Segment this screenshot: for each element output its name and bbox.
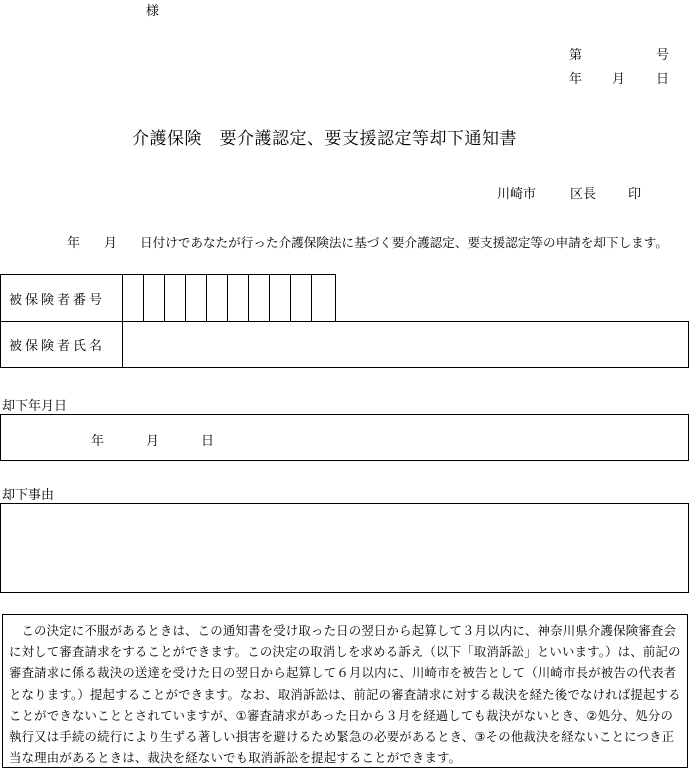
intro-month: 月 <box>104 236 118 251</box>
document-title: 介護保険 要介護認定、要支援認定等却下通知書 <box>132 129 517 149</box>
rejection-date-box[interactable] <box>0 414 689 461</box>
issuer-city: 川崎市 <box>497 187 537 202</box>
insured-number-digit[interactable] <box>270 275 291 321</box>
issuer-seal: 印 <box>628 187 642 202</box>
insured-number-digit[interactable] <box>312 275 336 321</box>
number-prefix: 第 <box>569 48 583 63</box>
insured-number-label: 被保険者番号 <box>1 275 123 321</box>
rejection-date-day: 日 <box>201 434 215 449</box>
insured-number-digit[interactable] <box>249 275 270 321</box>
insured-number-digit[interactable] <box>207 275 228 321</box>
rejection-date-label: 却下年月日 <box>2 399 68 414</box>
insured-number-digit[interactable] <box>123 275 144 321</box>
insured-name-label: 被保険者氏名 <box>1 322 123 367</box>
insured-name-row <box>0 321 689 368</box>
insured-number-digit[interactable] <box>144 275 165 321</box>
date-month: 月 <box>612 72 626 87</box>
insured-number-digit[interactable] <box>165 275 186 321</box>
addressee-suffix: 様 <box>146 4 160 19</box>
intro-year: 年 <box>67 236 81 251</box>
intro-text: 日付けであなたが行った介護保険法に基づく要介護認定、要支援認定等の申請を却下します。 <box>140 235 668 250</box>
issuer-ward-head: 区長 <box>570 187 597 202</box>
rejection-reason-box[interactable] <box>0 503 689 593</box>
rejection-date-year: 年 <box>91 434 105 449</box>
date-year: 年 <box>569 72 583 87</box>
number-suffix: 号 <box>656 48 670 63</box>
appeal-notice: この決定に不服があるときは、この通知書を受け取った日の翌日から起算して３月以内に、神奈川県介護保険審査会に対して審査請求をすることができます。この決定の取消しを求める訴え（以下「取消訴訟」といいます。）は、前記の審査請求に係る裁決の送達を受けた日の翌日から起算して６月以内に、川崎市を被告として（川崎市長が被告の代表者となります。）提起することができます。なお、取消訴訟は、前記の審査請求に対する裁決を経た後でなければ提起することができないこととされていますが、①審査請求があった日から３月を経過しても裁決がないとき、②処分、処分の執行又は手続の続行により生ずる著しい損害を避けるため緊急の必要があるとき、③その他裁決を経ないことにつき正当な理由があるときは、裁決を経ないでも取消訴訟を提起することができます。 <box>2 614 688 768</box>
insured-number-row <box>0 274 336 322</box>
date-day: 日 <box>656 72 670 87</box>
rejection-date-month: 月 <box>146 434 160 449</box>
insured-number-digit[interactable] <box>228 275 249 321</box>
insured-number-digit[interactable] <box>186 275 207 321</box>
rejection-reason-label: 却下事由 <box>2 488 55 503</box>
insured-number-digit[interactable] <box>291 275 312 321</box>
